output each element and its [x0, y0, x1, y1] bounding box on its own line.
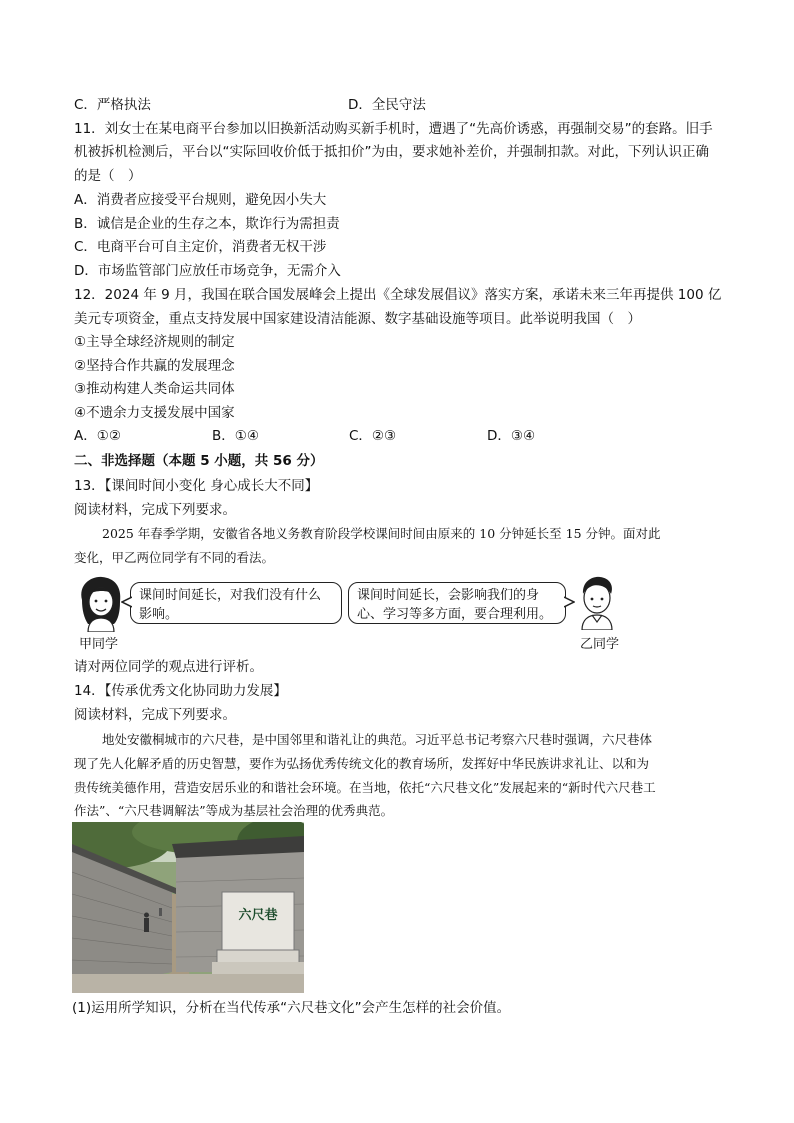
q12-stem-line1: 12．2024 年 9 月，我国在联合国发展峰会上提出《全球发展倡议》落实方案，承诺未来三年再提供 100 亿 — [74, 287, 722, 303]
q11-option-b: B．诚信是企业的生存之本，欺诈行为需担责 — [74, 216, 340, 232]
q12-stem-line2: 美元专项资金，重点支持发展中国家建设清洁能源、数字基础设施等项目。此举说明我国（ ） — [74, 311, 641, 327]
q14-material-line2: 现了先人化解矛盾的历史智慧，要作为弘扬优秀传统文化的教育场所，发挥好中华民族讲求礼让、以和为 — [74, 756, 650, 771]
q12-item-2: ②坚持合作共赢的发展理念 — [74, 358, 235, 374]
girl-student-illustration — [74, 574, 128, 632]
bubble-a-line2: 影响。 — [139, 607, 179, 622]
q14-instruction: 阅读材料，完成下列要求。 — [74, 707, 236, 723]
q11-stem-line1: 11．刘女士在某电商平台参加以旧换新活动购买新手机时，遭遇了“先高价诱惑，再强制交易”的套路。旧手 — [74, 121, 713, 137]
monument-sign-text: 六尺巷 — [238, 908, 278, 923]
bubble-b-line2: 心、学习等多方面，要合理利用。 — [357, 607, 553, 622]
q14-material-line1: 地处安徽桐城市的六尺巷，是中国邻里和谐礼让的典范。习近平总书记考察六尺巷时强调，六尺巷体 — [102, 732, 653, 747]
q13-title: 13．【课间时间小变化 身心成长大不同】 — [74, 478, 319, 494]
q12-item-1: ①主导全球经济规则的制定 — [74, 334, 235, 350]
q12-choice-a: A．①② — [74, 428, 121, 444]
q12-choice-d: D．③④ — [487, 428, 536, 444]
q12-choice-b: B．①④ — [212, 428, 259, 444]
q12-choice-c: C．②③ — [349, 428, 397, 444]
bubble-b-line1: 课间时间延长，会影响我们的身 — [357, 588, 540, 603]
q10-option-c: C．严格执法 — [74, 97, 151, 113]
label-student-a: 甲同学 — [79, 637, 119, 652]
q11-option-c: C．电商平台可自主定价，消费者无权干涉 — [74, 239, 327, 255]
q12-item-3: ③推动构建人类命运共同体 — [74, 381, 235, 397]
bubble-a-line1: 课间时间延长，对我们没有什么 — [139, 588, 322, 603]
q11-option-d: D．市场监管部门应放任市场竞争，无需介入 — [74, 263, 341, 279]
speech-bubble-b — [348, 582, 566, 624]
label-student-b: 乙同学 — [580, 637, 620, 652]
q11-option-a: A．消费者应接受平台规则，避免因小失大 — [74, 192, 327, 208]
q14-material-line4: 作法”、“六尺巷调解法”等成为基层社会治理的优秀典范。 — [74, 803, 394, 818]
q12-item-4: ④不遗余力支援发展中国家 — [74, 405, 235, 421]
q11-stem-line2: 机被拆机检测后，平台以“实际回收价低于抵扣价”为由，要求她补差价，并强制扣款。对此，下列认识正确 — [74, 144, 709, 160]
q13-material-line2: 变化，甲乙两位同学有不同的看法。 — [74, 550, 275, 565]
q10-option-d: D．全民守法 — [348, 97, 426, 113]
speech-bubble-a — [130, 582, 342, 624]
q14-title: 14．【传承优秀文化协同助力发展】 — [74, 683, 287, 699]
q13-instruction: 阅读材料，完成下列要求。 — [74, 502, 236, 518]
q11-stem-line3: 的是（ ） — [74, 168, 142, 184]
q14-sub-question-1: (1)运用所学知识，分析在当代传承“六尺巷文化”会产生怎样的社会价值。 — [72, 1000, 511, 1016]
section-heading: 二、非选择题（本题 5 小题，共 56 分） — [74, 453, 324, 469]
bubble-a-tail — [121, 596, 132, 608]
liuchi-alley-photo — [72, 822, 304, 993]
q14-material-line3: 贵传统美德作用，营造安居乐业的和谐社会环境。在当地，依托“六尺巷文化”发展起来的“新时代六尺巷工 — [74, 780, 656, 795]
q13-material-line1: 2025 年春季学期，安徽省各地义务教育阶段学校课间时间由原来的 10 分钟延长至 15 分钟。面对此 — [102, 526, 661, 541]
boy-student-illustration — [574, 572, 620, 630]
q13-question: 请对两位同学的观点进行评析。 — [74, 659, 263, 675]
